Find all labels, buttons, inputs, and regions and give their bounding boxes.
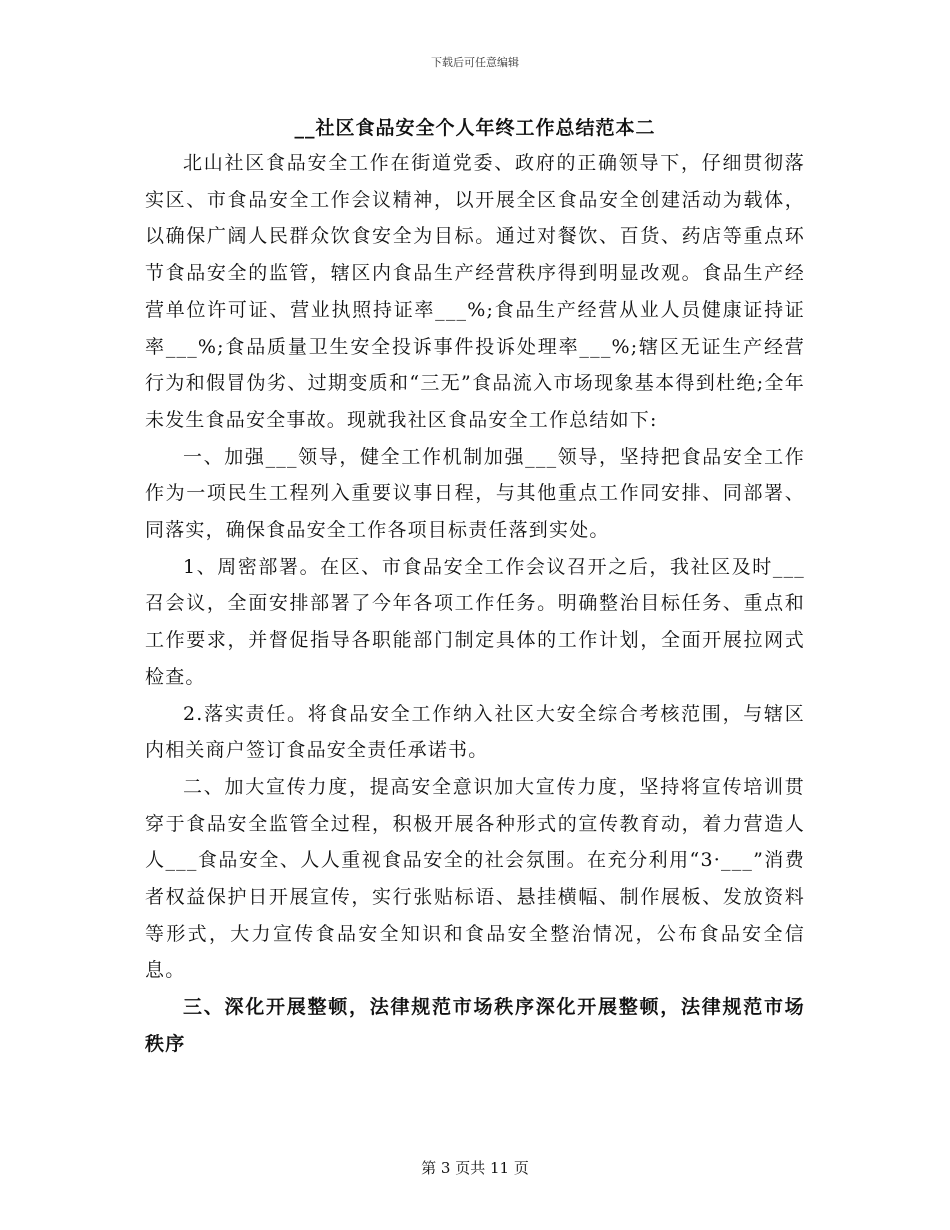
- document-body: [145, 145, 805, 1063]
- page-number: 第 3 页共 11 页: [421, 1159, 529, 1177]
- document-title: __社区食品安全个人年终工作总结范本二: [294, 117, 656, 139]
- header-note: 下载后可任意编辑: [431, 56, 519, 69]
- paragraph-item-2: 2.落实责任。将食品安全工作纳入社区大安全综合考核范围，与辖区内相关商户签订食品安全责任承诺书。: [145, 702, 805, 762]
- paragraph-section-3-heading: 三、深化开展整顿，法律规范市场秩序深化开展整顿，法律规范市场秩序: [145, 996, 805, 1055]
- paragraph-intro: 北山社区食品安全工作在街道党委、政府的正确领导下，仔细贯彻落实区、市食品安全工作会议精神，以开展全区食品安全创建活动为载体，以确保广阔人民群众饮食安全为目标。通过对餐饮、百货、药店等重点环节食品安全的监管，辖区内食品生产经营秩序得到明显改观。食品生产经营单位许可证、营业执照持证率___%;食品生产经营从业人员健康证持证率___%;食品质量卫生安全投诉事件投诉处理率___%;辖区无证生产经营行为和假冒伪劣、过期变质和“三无”食品流入市场现象基本得到杜绝;全年未发生食品安全事故。现就我社区食品安全工作总结如下:: [145, 152, 805, 431]
- paragraph-section-1: 一、加强___领导，健全工作机制加强___领导，坚持把食品安全工作作为一项民生工程列入重要议事日程，与其他重点工作同安排、同部署、同落实，确保食品安全工作各项目标责任落到实处。: [145, 445, 805, 542]
- paragraph-item-1: 1、周密部署。在区、市食品安全工作会议召开之后，我社区及时___召会议，全面安排部署了今年各项工作任务。明确整治目标任务、重点和工作要求，并督促指导各职能部门制定具体的工作计划，全面开展拉网式检查。: [145, 555, 805, 688]
- paragraph-section-2: 二、加大宣传力度，提高安全意识加大宣传力度，坚持将宣传培训贯穿于食品安全监管全过程，积极开展各种形式的宣传教育动，着力营造人人___食品安全、人人重视食品安全的社会氛围。在充分利用“3·___”消费者权益保护日开展宣传，实行张贴标语、悬挂横幅、制作展板、发放资料等形式，大力宣传食品安全知识和食品安全整治情况，公布食品安全信息。: [145, 775, 805, 982]
